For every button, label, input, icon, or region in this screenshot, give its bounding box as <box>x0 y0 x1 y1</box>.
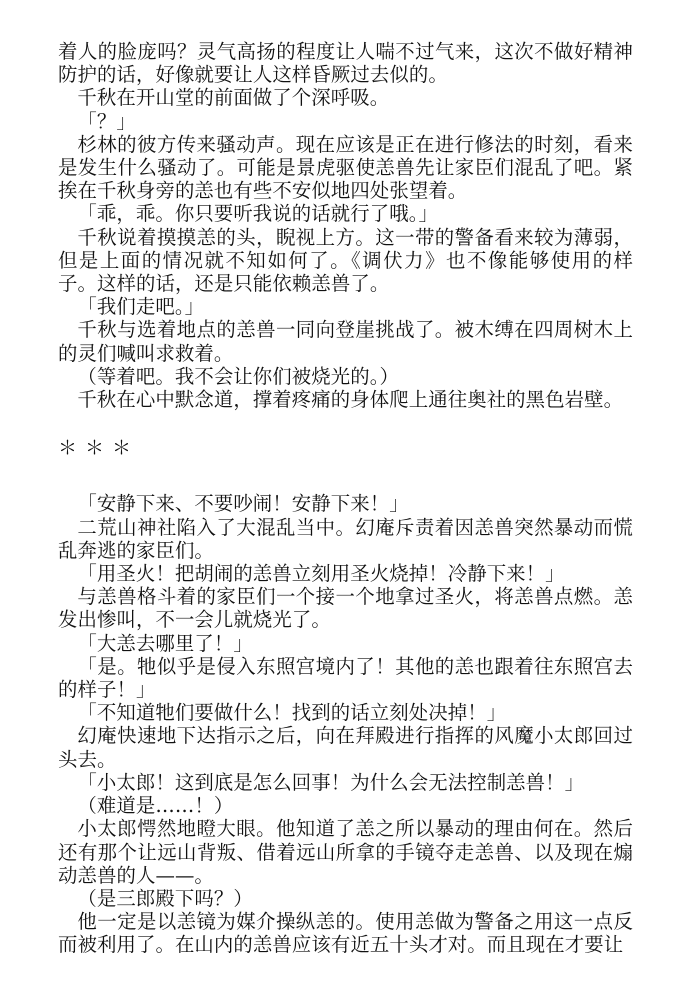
inner-thought-line: （难道是……！） <box>77 794 234 818</box>
dialogue-line: 「乖，乖。你只要听我说的话就行了哦。」 <box>77 202 439 226</box>
dialogue-line: 「不知道牠们要做什么！找到的话立刻处决掉！」 <box>77 701 507 725</box>
page-body <box>58 40 633 957</box>
section-after-break <box>58 492 633 956</box>
inner-thought-line: （等着吧。我不会让你们被烧光的。） <box>77 364 400 388</box>
paragraph: 千秋在心中默念道，撑着疼痛的身体爬上通往奥社的黑色岩壁。 <box>77 388 624 412</box>
paragraph: 千秋与选着地点的恙兽一同向登崖挑战了。被木缚在四周树木上的灵们喊叫求救着。 <box>58 318 633 365</box>
paragraph: 小太郎愕然地瞪大眼。他知道了恙之所以暴动的理由何在。然后还有那个让远山背叛、借着远山所拿的手镜夺走恙兽、以及现在煽动恙兽的人——。 <box>58 817 633 887</box>
dialogue-line: 「小太郎！这到底是怎么回事！为什么会无法控制恙兽！」 <box>77 770 585 794</box>
section-before-break <box>58 40 633 411</box>
dialogue-line: 「安静下来、不要吵闹！安静下来！」 <box>77 492 409 516</box>
paragraph: 着人的脸庞吗？灵气高扬的程度让人喘不过气来，这次不做好精神防护的话，好像就要让人这样昏厥过去似的。 <box>58 40 633 87</box>
dialogue-line: 「大恙去哪里了！」 <box>77 631 253 655</box>
paragraph: 杉林的彼方传来骚动声。现在应该是正在进行修法的时刻，看来是发生什么骚动了。可能是景虎驱使恙兽先让家臣们混乱了吧。紧挨在千秋身旁的恙也有些不安似地四处张望着。 <box>58 132 633 203</box>
paragraph: 千秋在开山堂的前面做了个深呼吸。 <box>77 86 390 110</box>
paragraph: 幻庵快速地下达指示之后，向在拜殿进行指挥的风魔小太郎回过头去。 <box>58 724 633 771</box>
paragraph: 二荒山神社陷入了大混乱当中。幻庵斥责着因恙兽突然暴动而慌乱奔逃的家臣们。 <box>58 515 633 562</box>
dialogue-line: 「？」 <box>77 109 136 133</box>
inner-thought-line: （是三郎殿下吗？） <box>77 886 253 910</box>
dialogue-line: 「我们走吧。」 <box>77 295 205 319</box>
scene-break-separator: ＊＊＊ <box>58 437 140 460</box>
paragraph: 与恙兽格斗着的家臣们一个接一个地拿过圣火，将恙兽点燃。恙发出惨叫，不一会儿就烧光了。 <box>58 585 633 632</box>
paragraph: 他一定是以恙镜为媒介操纵恙的。使用恙做为警备之用这一点反而被利用了。在山内的恙兽应该有近五十头才对。而且现在才要让 <box>58 910 633 957</box>
dialogue-line: 「是。牠似乎是侵入东照宫境内了！其他的恙也跟着往东照宫去的样子！」 <box>58 654 633 702</box>
paragraph: 千秋说着摸摸恙的头，睨视上方。这一带的警备看来较为薄弱，但是上面的情况就不知如何了。《调伏力》也不像能够使用的样子。这样的话，还是只能依赖恙兽了。 <box>58 225 633 296</box>
dialogue-line: 「用圣火！把胡闹的恙兽立刻用圣火烧掉！冷静下来！」 <box>77 562 565 586</box>
